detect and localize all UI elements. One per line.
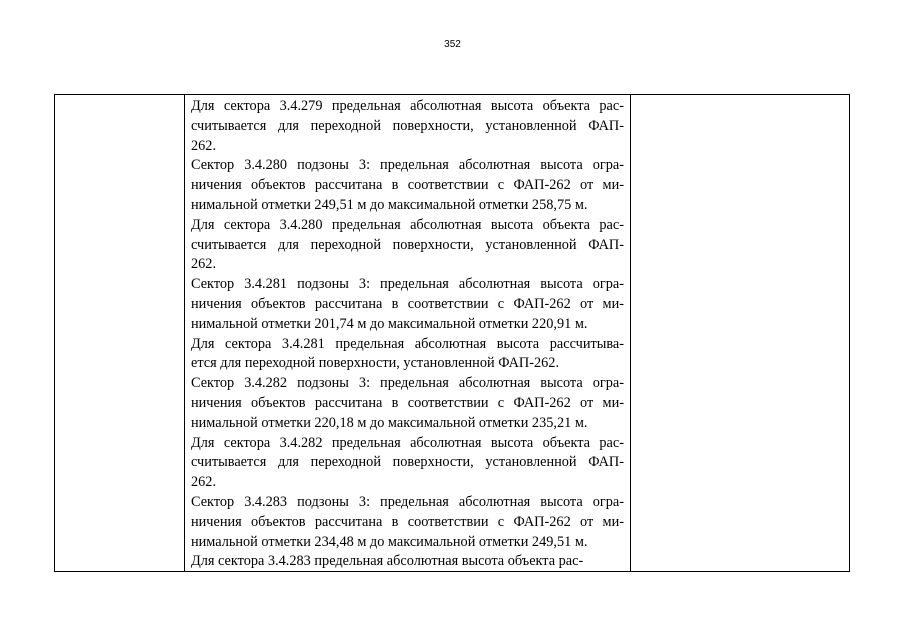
text-line: ничения объектов рассчитана в соответствии с ФАП-262 от ми-	[191, 295, 624, 312]
text-line: Для сектора 3.4.279 предельная абсолютная высота объекта рас-	[191, 98, 624, 114]
page-number: 352	[444, 39, 461, 50]
text-line: 262.	[191, 474, 217, 491]
text-line: нимальной отметки 220,18 м до максимальной отметки 235,21 м.	[191, 414, 588, 431]
text-line: считывается для переходной поверхности, установленной ФАП-	[191, 236, 624, 253]
paragraph	[191, 374, 624, 433]
text-line: Сектор 3.4.280 подзоны 3: предельная абсолютная высота огра-	[191, 157, 624, 174]
table-cell-text	[185, 95, 631, 571]
text-line: Для сектора 3.4.283 предельная абсолютная высота объекта рас-	[191, 553, 584, 570]
paragraph	[191, 335, 624, 375]
paragraph	[191, 216, 624, 275]
paragraph	[191, 434, 624, 493]
paragraph	[191, 493, 624, 552]
paragraph	[191, 97, 624, 156]
paragraph	[191, 275, 624, 334]
table-cell-right	[631, 95, 849, 571]
text-line: Для сектора 3.4.280 предельная абсолютная высота объекта рас-	[191, 216, 624, 233]
text-line: ничения объектов рассчитана в соответствии с ФАП-262 от ми-	[191, 177, 624, 194]
text-line: ничения объектов рассчитана в соответствии с ФАП-262 от ми-	[191, 394, 624, 411]
text-line: ется для переходной поверхности, установленной ФАП-262.	[191, 355, 560, 372]
document-table	[54, 94, 850, 572]
text-line: 262.	[191, 256, 217, 273]
text-line: Сектор 3.4.283 подзоны 3: предельная абсолютная высота огра-	[191, 493, 624, 510]
text-line: считывается для переходной поверхности, установленной ФАП-	[191, 454, 624, 471]
text-line: нимальной отметки 201,74 м до максимальной отметки 220,91 м.	[191, 315, 588, 332]
table-cell-left	[55, 95, 185, 571]
paragraph	[191, 552, 624, 571]
paragraph	[191, 156, 624, 215]
text-line: Для сектора 3.4.281 предельная абсолютная высота рассчитыва-	[191, 335, 624, 352]
text-line: Сектор 3.4.281 подзоны 3: предельная абсолютная высота огра-	[191, 276, 624, 293]
text-line: 262.	[191, 137, 217, 154]
text-line: Сектор 3.4.282 подзоны 3: предельная абсолютная высота огра-	[191, 375, 624, 392]
text-line: считывается для переходной поверхности, установленной ФАП-	[191, 117, 624, 134]
text-line: нимальной отметки 234,48 м до максимальной отметки 249,51 м.	[191, 533, 588, 550]
text-line: нимальной отметки 249,51 м до максимальной отметки 258,75 м.	[191, 196, 588, 213]
text-line: ничения объектов рассчитана в соответствии с ФАП-262 от ми-	[191, 513, 624, 530]
text-line: Для сектора 3.4.282 предельная абсолютная высота объекта рас-	[191, 434, 624, 451]
